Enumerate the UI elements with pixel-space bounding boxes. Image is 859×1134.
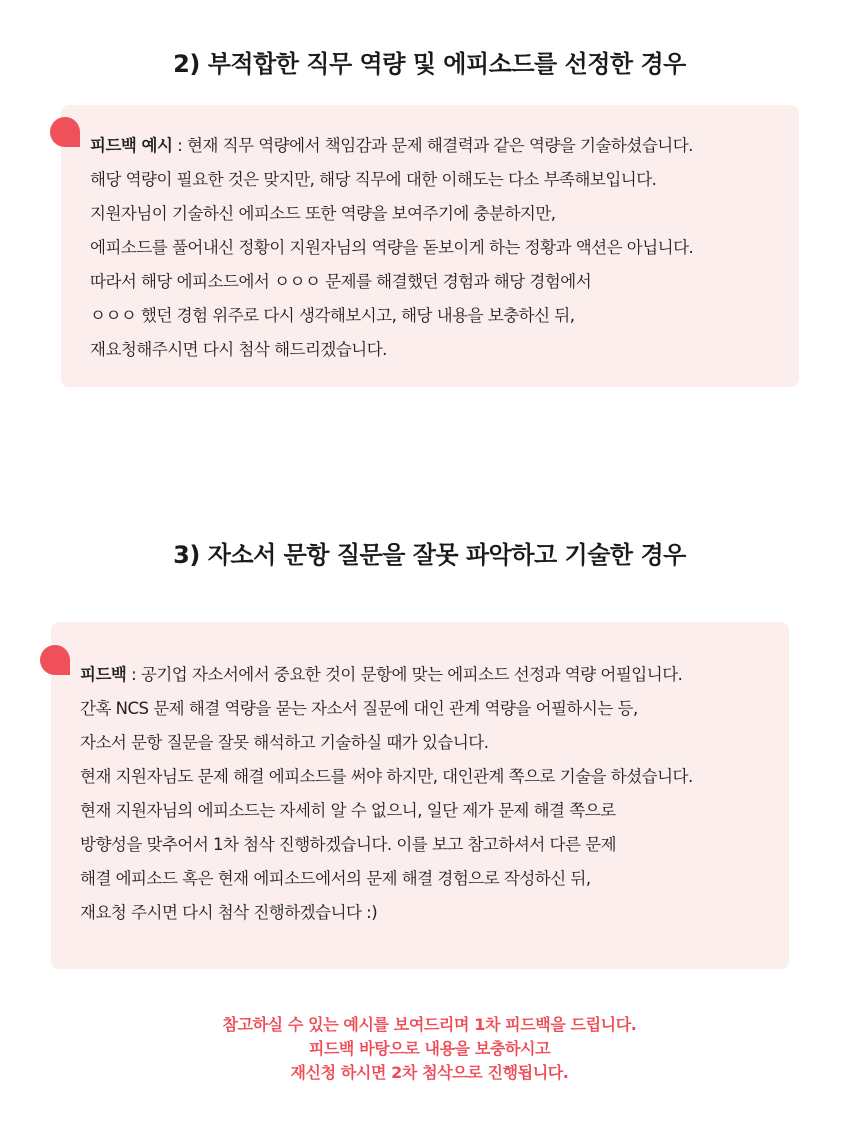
section-3-title: 3) 자소서 문항 질문을 잘못 파악하고 기술한 경우	[173, 541, 686, 569]
footer-line: 피드백 바탕으로 내용을 보충하시고	[308, 1039, 551, 1058]
feedback-line	[90, 129, 779, 163]
footer-line: 참고하실 수 있는 예시를 보여드리며 1차 피드백을 드립니다.	[222, 1015, 637, 1034]
feedback-label: 피드백 예시	[90, 136, 173, 155]
feedback-text: : 현재 직무 역량에서 책임감과 문제 해결력과 같은 역량을 기술하셨습니다.	[172, 136, 693, 155]
footer-line: 재신청 하시면 2차 첨삭으로 진행됩니다.	[290, 1063, 569, 1082]
section-2-title: 2) 부적합한 직무 역량 및 에피소드를 선정한 경우	[173, 50, 686, 78]
feedback-line: 현재 지원자님도 문제 해결 에피소드를 써야 하지만, 대인관계 쪽으로 기술을 하셨습니다.	[80, 767, 693, 786]
feedback-line: ㅇㅇㅇ 했던 경험 위주로 다시 생각해보시고, 해당 내용을 보충하신 뒤,	[90, 306, 575, 325]
feedback-line: 재요청 주시면 다시 첨삭 진행하겠습니다 :)	[80, 903, 378, 922]
feedback-line: 방향성을 맞추어서 1차 첨삭 진행하겠습니다. 이를 보고 참고하셔서 다른 문제	[80, 835, 617, 854]
feedback-line: 자소서 문항 질문을 잘못 해석하고 기술하실 때가 있습니다.	[80, 733, 489, 752]
feedback-line	[80, 658, 769, 692]
feedback-line: 재요청해주시면 다시 첨삭 해드리겠습니다.	[90, 340, 387, 359]
feedback-card-2	[61, 105, 799, 387]
feedback-card-3	[51, 622, 789, 969]
speech-bubble-icon	[50, 117, 80, 147]
feedback-line: 에피소드를 풀어내신 정황이 지원자님의 역량을 돋보이게 하는 정황과 액션은 아닙니다.	[90, 238, 694, 257]
feedback-line: 간혹 NCS 문제 해결 역량을 묻는 자소서 질문에 대인 관계 역량을 어필하시는 등,	[80, 699, 638, 718]
feedback-line: 따라서 해당 에피소드에서 ㅇㅇㅇ 문제를 해결했던 경험과 해당 경험에서	[90, 272, 592, 291]
speech-bubble-icon	[40, 645, 70, 675]
feedback-line: 지원자님이 기술하신 에피소드 또한 역량을 보여주기에 충분하지만,	[90, 204, 556, 223]
feedback-line: 해결 에피소드 혹은 현재 에피소드에서의 문제 해결 경험으로 작성하신 뒤,	[80, 869, 591, 888]
feedback-line: 현재 지원자님의 에피소드는 자세히 알 수 없으니, 일단 제가 문제 해결 쪽으로	[80, 801, 616, 820]
feedback-label: 피드백	[80, 665, 127, 684]
footer-notice	[0, 1013, 859, 1085]
feedback-line: 해당 역량이 필요한 것은 맞지만, 해당 직무에 대한 이해도는 다소 부족해보입니다.	[90, 170, 657, 189]
feedback-text: : 공기업 자소서에서 중요한 것이 문항에 맞는 에피소드 선정과 역량 어필입니다.	[126, 665, 683, 684]
